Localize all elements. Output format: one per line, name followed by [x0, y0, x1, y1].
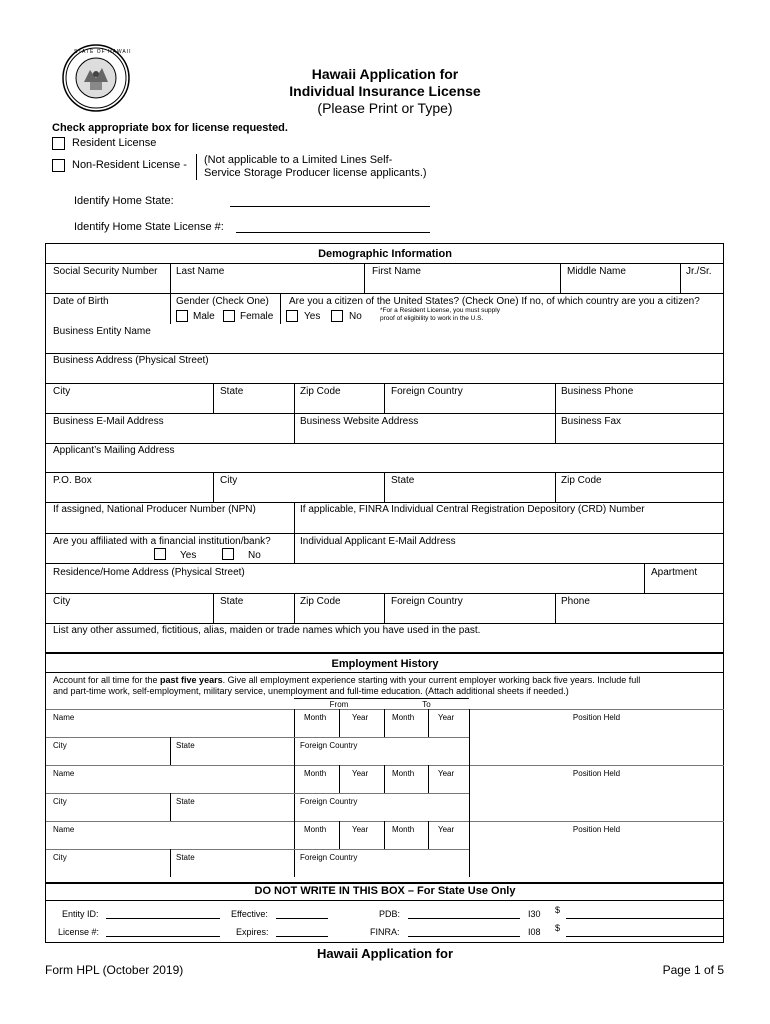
i08-label: I08	[528, 927, 541, 937]
mailing-zip-label: Zip Code	[561, 475, 602, 486]
page-number: Page 1 of 5	[662, 963, 724, 977]
residence-zip-label: Zip Code	[300, 596, 341, 607]
mailing-city-label: City	[220, 475, 238, 486]
female-checkbox[interactable]	[223, 310, 235, 322]
intro-post: . Give all employment experience starting with your current employer working back five years. Include full	[222, 675, 641, 685]
note-line1: (Not applicable to a Limited Lines Self-	[204, 154, 393, 166]
crd-label: If applicable, FINRA Individual Central Registration Depository (CRD) Number	[300, 504, 645, 515]
emp-to-year-label: Year	[438, 825, 455, 834]
form-id: Form HPL (October 2019)	[45, 963, 184, 977]
citizen-note	[380, 307, 500, 323]
business-foreign-country-label: Foreign Country	[391, 386, 463, 397]
emp-position-label: Position Held	[572, 769, 621, 778]
residence-state-label: State	[220, 596, 244, 607]
affiliated-question: Are you affiliated with a financial institution/bank?	[53, 536, 271, 547]
state-use-title: DO NOT WRITE IN THIS BOX – For State Use Only	[254, 885, 516, 897]
dob-label: Date of Birth	[53, 296, 109, 307]
seal-text: STATE OF HAWAII	[74, 49, 132, 55]
citizen-question: Are you a citizen of the United States? (Check One) If no, of which country are you a citizen?	[289, 296, 700, 307]
affiliated-yes-label: Yes	[180, 550, 197, 561]
emp-to-month-label: Month	[392, 825, 415, 834]
emp-from-month-label: Month	[304, 825, 327, 834]
title-line3: (Please Print or Type)	[317, 100, 453, 116]
intro-bold: past five years	[160, 675, 223, 685]
male-label: Male	[193, 311, 215, 322]
finra-label: FINRA:	[370, 927, 400, 937]
non-resident-label: Non-Resident License -	[72, 159, 187, 171]
entity-id-field[interactable]	[106, 918, 220, 919]
citizen-note-line1: *For a Resident License, you must supply	[380, 307, 500, 314]
other-names-label: List any other assumed, fictitious, alias, maiden or trade names which you have used in the past.	[53, 625, 481, 636]
emp-from-year-label: Year	[352, 713, 369, 722]
pdb-label: PDB:	[379, 909, 401, 919]
suffix-label: Jr./Sr.	[686, 266, 712, 277]
i30-dollar: $	[555, 905, 561, 915]
affiliated-no-checkbox[interactable]	[222, 548, 234, 560]
employment-title: Employment History	[331, 658, 439, 670]
next-page-title: Hawaii Application for	[316, 946, 454, 961]
intro-pre: Account for all time for the	[53, 675, 161, 685]
home-state-label: Identify Home State:	[74, 195, 174, 207]
expires-field[interactable]	[276, 936, 328, 937]
emp-from-year-label: Year	[352, 825, 369, 834]
business-address-label: Business Address (Physical Street)	[53, 355, 209, 366]
emp-to-month-label: Month	[392, 713, 415, 722]
residence-phone-label: Phone	[561, 596, 590, 607]
business-website-label: Business Website Address	[300, 416, 419, 427]
effective-field[interactable]	[276, 918, 328, 919]
mailing-state-label: State	[391, 475, 415, 486]
emp-name-label: Name	[53, 713, 75, 722]
business-entity-label: Business Entity Name	[53, 326, 151, 337]
i30-field[interactable]	[566, 918, 724, 919]
last-name-label: Last Name	[176, 266, 225, 277]
emp-state-label: State	[176, 853, 195, 862]
residence-foreign-country-label: Foreign Country	[391, 596, 463, 607]
note-line2: Service Storage Producer license applicants.)	[204, 167, 427, 179]
emp-foreign-country-label: Foreign Country	[300, 797, 358, 806]
emp-city-label: City	[53, 741, 67, 750]
citizen-yes-checkbox[interactable]	[286, 310, 298, 322]
residence-address-label: Residence/Home Address (Physical Street)	[53, 567, 245, 578]
emp-position-label: Position Held	[572, 713, 621, 722]
expires-label: Expires:	[236, 927, 269, 937]
business-phone-label: Business Phone	[561, 386, 634, 397]
emp-city-label: City	[53, 853, 67, 862]
pdb-field[interactable]	[408, 918, 520, 919]
affiliated-no-label: No	[248, 550, 261, 561]
from-header: From	[329, 700, 349, 709]
title-line1: Hawaii Application for	[311, 66, 459, 82]
license-prompt: Check appropriate box for license requested.	[52, 122, 288, 134]
emp-from-month-label: Month	[304, 769, 327, 778]
female-label: Female	[240, 311, 274, 322]
emp-foreign-country-label: Foreign Country	[300, 741, 358, 750]
emp-to-month-label: Month	[392, 769, 415, 778]
home-state-field[interactable]	[230, 206, 430, 207]
entity-id-label: Entity ID:	[62, 909, 99, 919]
non-resident-checkbox[interactable]	[52, 159, 65, 172]
resident-checkbox[interactable]	[52, 137, 65, 150]
effective-label: Effective:	[231, 909, 268, 919]
demographic-title: Demographic Information	[318, 248, 452, 260]
emp-from-year-label: Year	[352, 769, 369, 778]
i08-dollar: $	[555, 923, 561, 933]
npn-label: If assigned, National Producer Number (NPN)	[53, 504, 256, 515]
non-resident-note	[204, 154, 427, 180]
po-box-label: P.O. Box	[53, 475, 92, 486]
i30-label: I30	[528, 909, 541, 919]
emp-position-label: Position Held	[572, 825, 621, 834]
to-header: To	[422, 700, 431, 709]
mailing-address-label: Applicant’s Mailing Address	[53, 445, 175, 456]
business-zip-label: Zip Code	[300, 386, 341, 397]
first-name-label: First Name	[372, 266, 421, 277]
residence-city-label: City	[53, 596, 71, 607]
emp-name-label: Name	[53, 825, 75, 834]
individual-email-label: Individual Applicant E-Mail Address	[300, 536, 456, 547]
finra-field[interactable]	[408, 936, 520, 937]
business-state-label: State	[220, 386, 244, 397]
emp-to-year-label: Year	[438, 713, 455, 722]
intro-line2: and part-time work, self-employment, military service, unemployment and full-time education. (Attach additional sheets if needed.)	[53, 686, 569, 696]
affiliated-yes-checkbox[interactable]	[154, 548, 166, 560]
home-state-license-field[interactable]	[236, 232, 430, 233]
business-email-label: Business E-Mail Address	[53, 416, 164, 427]
license-no-field[interactable]	[106, 936, 220, 937]
apartment-label: Apartment	[651, 567, 698, 578]
emp-from-month-label: Month	[304, 713, 327, 722]
emp-to-year-label: Year	[438, 769, 455, 778]
citizen-yes-label: Yes	[304, 311, 321, 322]
emp-foreign-country-label: Foreign Country	[300, 853, 358, 862]
business-fax-label: Business Fax	[561, 416, 622, 427]
title-line2: Individual Insurance License	[289, 83, 481, 99]
citizen-no-checkbox[interactable]	[331, 310, 343, 322]
middle-name-label: Middle Name	[567, 266, 626, 277]
license-no-label: License #:	[58, 927, 100, 937]
emp-state-label: State	[176, 741, 195, 750]
citizen-note-line2: proof of eligibility to work in the U.S.	[380, 315, 484, 322]
i08-field[interactable]	[566, 936, 724, 937]
male-checkbox[interactable]	[176, 310, 188, 322]
ssn-label: Social Security Number	[53, 266, 158, 277]
employment-intro	[53, 675, 640, 697]
emp-state-label: State	[176, 797, 195, 806]
emp-city-label: City	[53, 797, 67, 806]
emp-name-label: Name	[53, 769, 75, 778]
resident-label: Resident License	[72, 137, 157, 149]
home-state-license-label: Identify Home State License #:	[74, 221, 224, 233]
business-city-label: City	[53, 386, 71, 397]
gender-label: Gender (Check One)	[176, 296, 269, 307]
citizen-no-label: No	[349, 311, 362, 322]
